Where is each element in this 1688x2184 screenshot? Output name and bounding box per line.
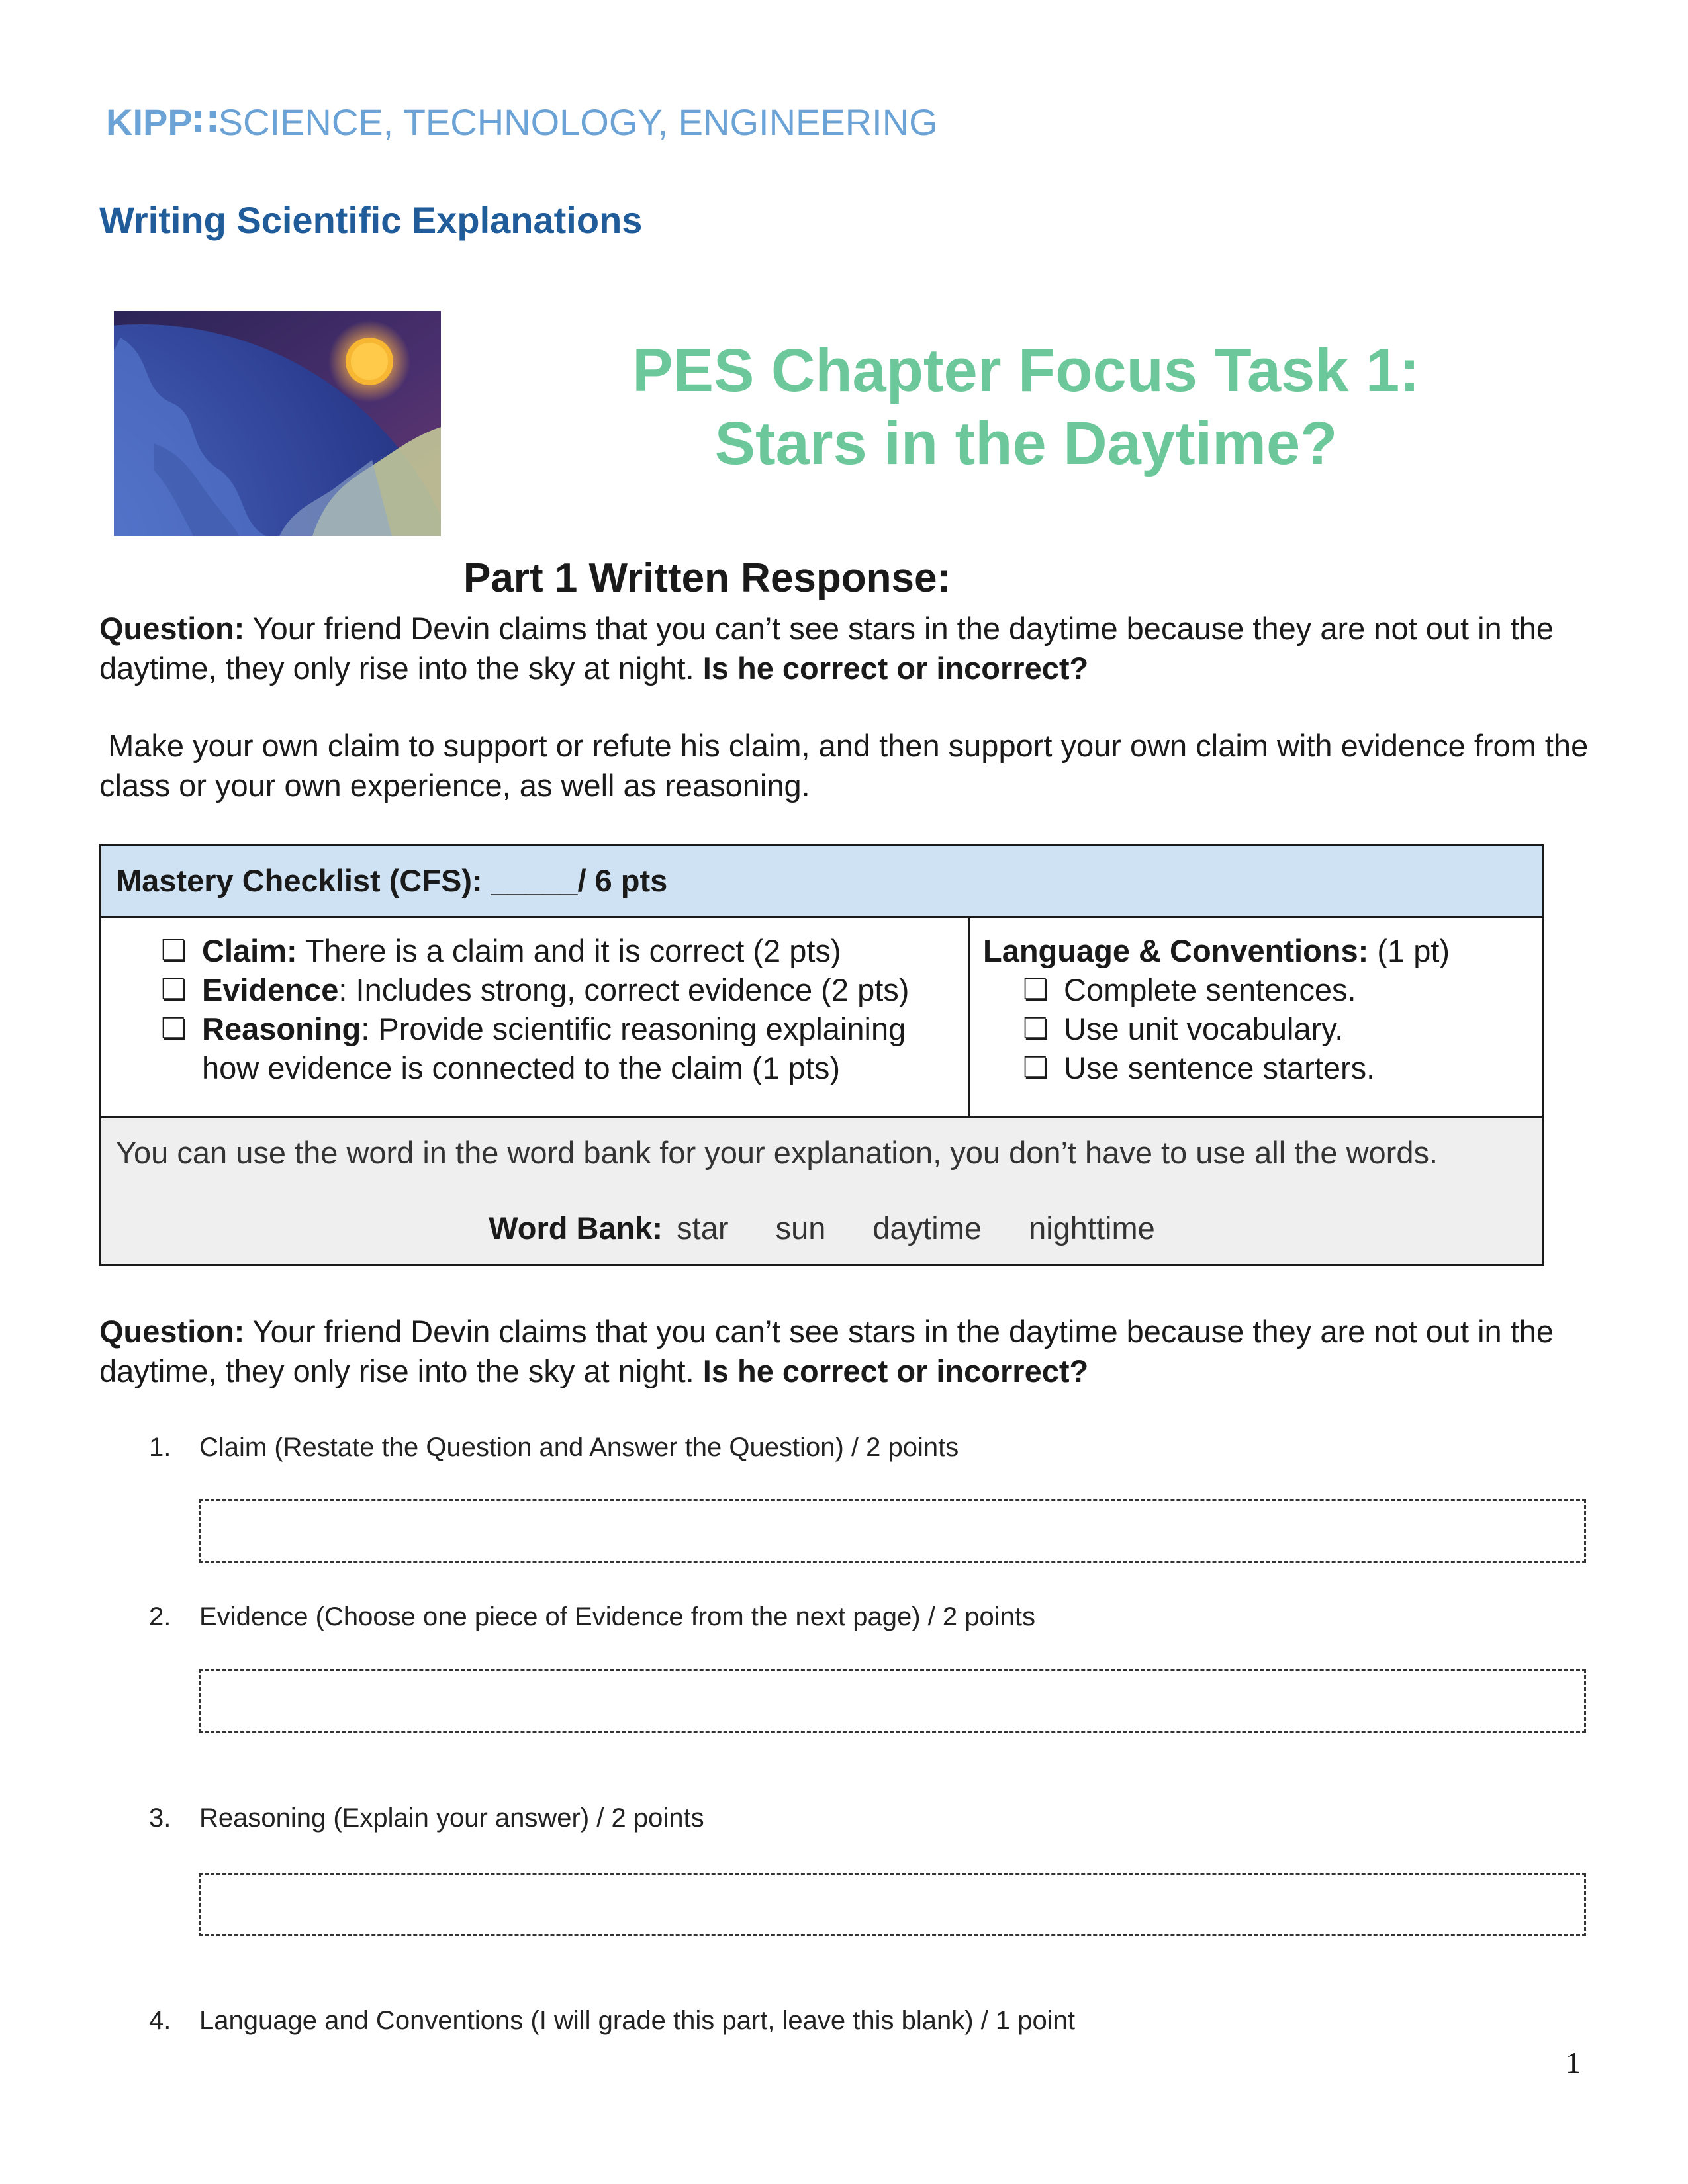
criteria-label: Reasoning xyxy=(202,1011,361,1046)
repeat-question xyxy=(99,1312,1595,1391)
checkbox-icon: ❏ xyxy=(1023,974,1049,1006)
page-title xyxy=(596,334,1456,480)
checkbox-icon: ❏ xyxy=(1023,1013,1049,1045)
criteria-text: : Provide scientific reasoning explaining how evidence is connected to the claim (1 pts) xyxy=(202,1011,906,1085)
word-bank-note: You can use the word in the word bank for your explanation, you don’t have to use all the words. xyxy=(116,1135,1438,1170)
item-number: 4. xyxy=(149,2006,171,2035)
language-item xyxy=(1023,1009,1542,1048)
evidence-answer-box[interactable] xyxy=(199,1669,1586,1733)
item-text: Evidence (Choose one piece of Evidence from the next page) / 2 points xyxy=(199,1602,1035,1631)
item-number: 1. xyxy=(149,1433,171,1462)
criteria-label: Evidence xyxy=(202,972,339,1007)
question-bold-end: Is he correct or incorrect? xyxy=(702,1353,1089,1388)
criteria-reasoning xyxy=(161,1009,968,1087)
word-bank-word: sun xyxy=(775,1210,826,1246)
criteria-text: There is a claim and it is correct (2 pts) xyxy=(297,933,841,968)
language-list xyxy=(983,970,1542,1087)
question-text: Your friend Devin claims that you can’t see stars in the daytime because they are not out in the daytime, they only rise into the sky at night. xyxy=(99,611,1554,686)
item-text: Language and Conventions (I will grade this part, leave this blank) / 1 point xyxy=(199,2006,1076,2035)
language-item-text: Complete sentences. xyxy=(1064,972,1356,1007)
checklist-body xyxy=(101,918,1542,1118)
title-line-1: PES Chapter Focus Task 1: xyxy=(632,337,1420,404)
instructions-text: Make your own claim to support or refute his claim, and then support your own claim with evidence from the class or your own experience, as well as reasoning. xyxy=(99,728,1597,803)
claim-answer-box[interactable] xyxy=(199,1499,1586,1563)
criteria-claim xyxy=(161,931,968,970)
language-item xyxy=(1023,1048,1542,1087)
word-bank-label: Word Bank: xyxy=(489,1210,663,1246)
brand-text: SCIENCE, TECHNOLOGY, ENGINEERING xyxy=(218,101,938,143)
item-claim xyxy=(149,1431,959,1464)
brand-colon: ∷ xyxy=(192,101,218,143)
question-text: Your friend Devin claims that you can’t see stars in the daytime because they are not out in the daytime, they only rise into the sky at night. xyxy=(99,1314,1554,1388)
mastery-checklist xyxy=(99,844,1544,1266)
criteria-evidence xyxy=(161,970,968,1009)
question-label: Question: xyxy=(99,611,245,646)
word-bank-word: nighttime xyxy=(1029,1210,1155,1246)
word-bank-word: daytime xyxy=(872,1210,982,1246)
checklist-criteria xyxy=(101,918,970,1116)
item-number: 2. xyxy=(149,1602,171,1631)
language-item xyxy=(1023,970,1542,1009)
language-title xyxy=(983,931,1542,970)
checkbox-icon: ❏ xyxy=(161,974,187,1006)
reasoning-answer-box[interactable] xyxy=(199,1873,1586,1936)
language-item-text: Use unit vocabulary. xyxy=(1064,1011,1344,1046)
criteria-text: : Includes strong, correct evidence (2 pts) xyxy=(338,972,910,1007)
item-text: Reasoning (Explain your answer) / 2 points xyxy=(199,1803,704,1833)
item-text: Claim (Restate the Question and Answer the Question) / 2 points xyxy=(199,1433,959,1462)
language-title-bold: Language & Conventions: xyxy=(983,933,1369,968)
item-number: 3. xyxy=(149,1803,171,1833)
question-label: Question: xyxy=(99,1314,245,1349)
page-number: 1 xyxy=(1566,2046,1581,2079)
item-language xyxy=(149,2004,1075,2037)
language-title-rest: (1 pt) xyxy=(1368,933,1450,968)
word-bank-section xyxy=(101,1118,1542,1264)
word-bank xyxy=(101,1210,1542,1246)
brand-logo: KIPP xyxy=(106,101,193,143)
earth-and-sun-icon xyxy=(114,311,441,536)
language-conventions xyxy=(970,918,1542,1116)
checkbox-icon: ❏ xyxy=(161,1013,187,1045)
subject-heading: Writing Scientific Explanations xyxy=(99,199,643,241)
item-evidence xyxy=(149,1600,1035,1633)
language-item-text: Use sentence starters. xyxy=(1064,1050,1376,1085)
title-line-2: Stars in the Daytime? xyxy=(714,410,1338,477)
checkbox-icon: ❏ xyxy=(161,934,187,967)
question-bold-end: Is he correct or incorrect? xyxy=(702,651,1089,686)
part-title: Part 1 Written Response: xyxy=(463,555,951,601)
checklist-header: Mastery Checklist (CFS): _____/ 6 pts xyxy=(101,846,1542,918)
checkbox-icon: ❏ xyxy=(1023,1052,1049,1084)
criteria-label: Claim: xyxy=(202,933,297,968)
brand-header xyxy=(106,101,938,144)
intro-question xyxy=(99,609,1595,688)
item-reasoning xyxy=(149,1801,704,1835)
word-bank-word: star xyxy=(677,1210,729,1246)
